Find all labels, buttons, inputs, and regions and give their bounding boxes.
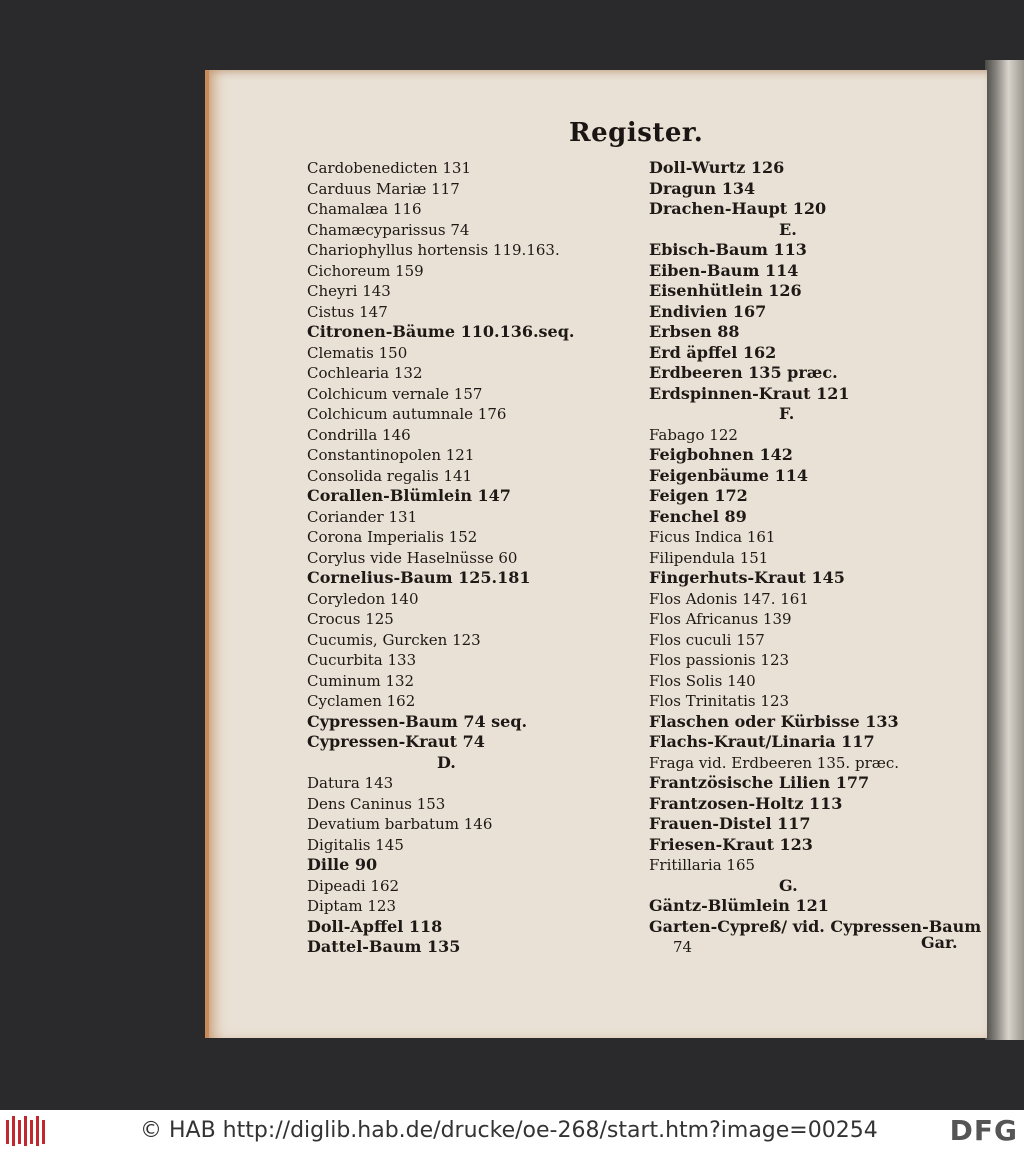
section-letter: E. bbox=[779, 219, 797, 239]
hab-logo-icon bbox=[6, 1116, 48, 1146]
index-entry: Consolida regalis 141 bbox=[307, 466, 473, 485]
index-entry: Doll-Wurtz 126 bbox=[649, 158, 785, 177]
index-entry: Crocus 125 bbox=[307, 610, 394, 628]
index-entry: Cheyri 143 bbox=[307, 282, 391, 300]
index-entry: Cyclamen 162 bbox=[307, 692, 416, 710]
index-entry: Flos Africanus 139 bbox=[649, 610, 792, 628]
index-entry: Flos passionis 123 bbox=[649, 651, 790, 669]
index-column-left bbox=[307, 158, 597, 958]
index-entry: Chamæcyparissus 74 bbox=[307, 220, 470, 239]
index-entry: Erbsen 88 bbox=[649, 322, 740, 341]
dfg-logo: DFG bbox=[949, 1114, 1018, 1147]
index-entry: Fabago 122 bbox=[649, 425, 738, 444]
index-entry: 74 bbox=[673, 938, 693, 956]
index-entry: Flos cuculi 157 bbox=[649, 630, 765, 649]
index-entry: Gäntz-Blümlein 121 bbox=[649, 896, 829, 915]
section-letter: G. bbox=[779, 875, 798, 895]
index-entry: Cornelius-Baum 125.181 bbox=[307, 568, 531, 587]
footer-url[interactable]: © HAB http://diglib.hab.de/drucke/oe-268/start.htm?image=00254 bbox=[140, 1118, 878, 1143]
index-entry: Cuminum 132 bbox=[307, 671, 415, 690]
index-entry: Dattel-Baum 135 bbox=[307, 937, 461, 956]
index-entry: Cichoreum 159 bbox=[307, 261, 424, 280]
index-entry: Fingerhuts-Kraut 145 bbox=[649, 568, 845, 587]
index-entry: Erdbeeren 135 præc. bbox=[649, 363, 838, 382]
index-entry: Carduus Mariæ 117 bbox=[307, 179, 460, 198]
index-entry: Fraga vid. Erdbeeren 135. præc. bbox=[649, 753, 900, 772]
index-entry: Drachen-Haupt 120 bbox=[649, 199, 827, 218]
index-entry: Datura 143 bbox=[307, 774, 394, 792]
index-entry: Frauen-Distel 117 bbox=[649, 814, 811, 833]
index-entry: Feigenbäume 114 bbox=[649, 465, 809, 485]
index-entry: Dragun 134 bbox=[649, 178, 756, 198]
index-entry: Fritillaria 165 bbox=[649, 856, 756, 874]
index-entry: Doll-Apffel 118 bbox=[307, 916, 443, 936]
section-letter: F. bbox=[779, 404, 795, 423]
index-entry: Erd äpffel 162 bbox=[649, 342, 777, 362]
index-entry: Digitalis 145 bbox=[307, 835, 404, 854]
index-entry: Eiben-Baum 114 bbox=[649, 260, 799, 280]
index-entry: Feigbohnen 142 bbox=[649, 445, 793, 464]
catchword: Gar. bbox=[921, 933, 958, 952]
index-entry: Fenchel 89 bbox=[649, 506, 747, 526]
index-entry: Flos Trinitatis 123 bbox=[649, 692, 790, 710]
page-title: Register. bbox=[569, 118, 704, 148]
index-entry: Chariophyllus hortensis 119.163. bbox=[307, 241, 560, 259]
index-entry: Cucumis, Gurcken 123 bbox=[307, 630, 481, 649]
index-entry: Frantzösische Lilien 177 bbox=[649, 773, 870, 792]
index-entry: Colchicum vernale 157 bbox=[307, 384, 483, 403]
index-entry: Flaschen oder Kürbisse 133 bbox=[649, 711, 899, 731]
index-entry: Coryledon 140 bbox=[307, 589, 419, 608]
index-entry: Dipeadi 162 bbox=[307, 876, 400, 895]
index-entry: Garten-Cypreß/ vid. Cypressen-Baum bbox=[649, 916, 982, 936]
index-entry: Erdspinnen-Kraut 121 bbox=[649, 383, 850, 403]
index-column-right bbox=[649, 158, 989, 958]
index-entry: Chamalæa 116 bbox=[307, 200, 422, 218]
index-entry: Coriander 131 bbox=[307, 507, 418, 526]
section-letter: D. bbox=[437, 752, 456, 772]
index-entry: Endivien 167 bbox=[649, 301, 767, 321]
index-entry: Devatium barbatum 146 bbox=[307, 815, 493, 833]
index-entry: Cistus 147 bbox=[307, 302, 388, 321]
index-entry: Colchicum autumnale 176 bbox=[307, 405, 507, 423]
index-entry: Eisenhütlein 126 bbox=[649, 281, 802, 300]
index-entry: Condrilla 146 bbox=[307, 425, 411, 444]
index-entry: Cypressen-Kraut 74 bbox=[307, 732, 485, 751]
index-entry: Filipendula 151 bbox=[649, 548, 769, 567]
index-entry: Cucurbita 133 bbox=[307, 651, 417, 669]
index-entry: Feigen 172 bbox=[649, 486, 748, 505]
index-entry: Cypressen-Baum 74 seq. bbox=[307, 711, 528, 731]
index-entry: Clematis 150 bbox=[307, 343, 408, 362]
index-entry: Ebisch-Baum 113 bbox=[649, 240, 807, 259]
index-entry: Corallen-Blümlein 147 bbox=[307, 486, 511, 505]
index-entry: Corona Imperialis 152 bbox=[307, 528, 478, 546]
book-page bbox=[205, 70, 987, 1038]
index-entry: Constantinopolen 121 bbox=[307, 446, 475, 464]
index-entry: Flos Solis 140 bbox=[649, 671, 756, 690]
index-entry: Flachs-Kraut/Linaria 117 bbox=[649, 732, 875, 751]
index-entry: Friesen-Kraut 123 bbox=[649, 834, 813, 854]
index-entry: Cochlearia 132 bbox=[307, 364, 423, 382]
footer-bar bbox=[0, 1110, 1024, 1152]
index-entry: Citronen-Bäume 110.136.seq. bbox=[307, 322, 575, 341]
index-entry: Dens Caninus 153 bbox=[307, 794, 446, 813]
index-entry: Diptam 123 bbox=[307, 897, 397, 915]
index-entry: Frantzosen-Holtz 113 bbox=[649, 793, 843, 813]
index-entry: Corylus vide Haselnüsse 60 bbox=[307, 548, 518, 567]
index-entry: Cardobenedicten 131 bbox=[307, 159, 472, 177]
book-page-edges bbox=[985, 60, 1024, 1040]
index-entry: Ficus Indica 161 bbox=[649, 528, 776, 546]
index-entry: Dille 90 bbox=[307, 855, 378, 874]
index-entry: Flos Adonis 147. 161 bbox=[649, 589, 809, 608]
